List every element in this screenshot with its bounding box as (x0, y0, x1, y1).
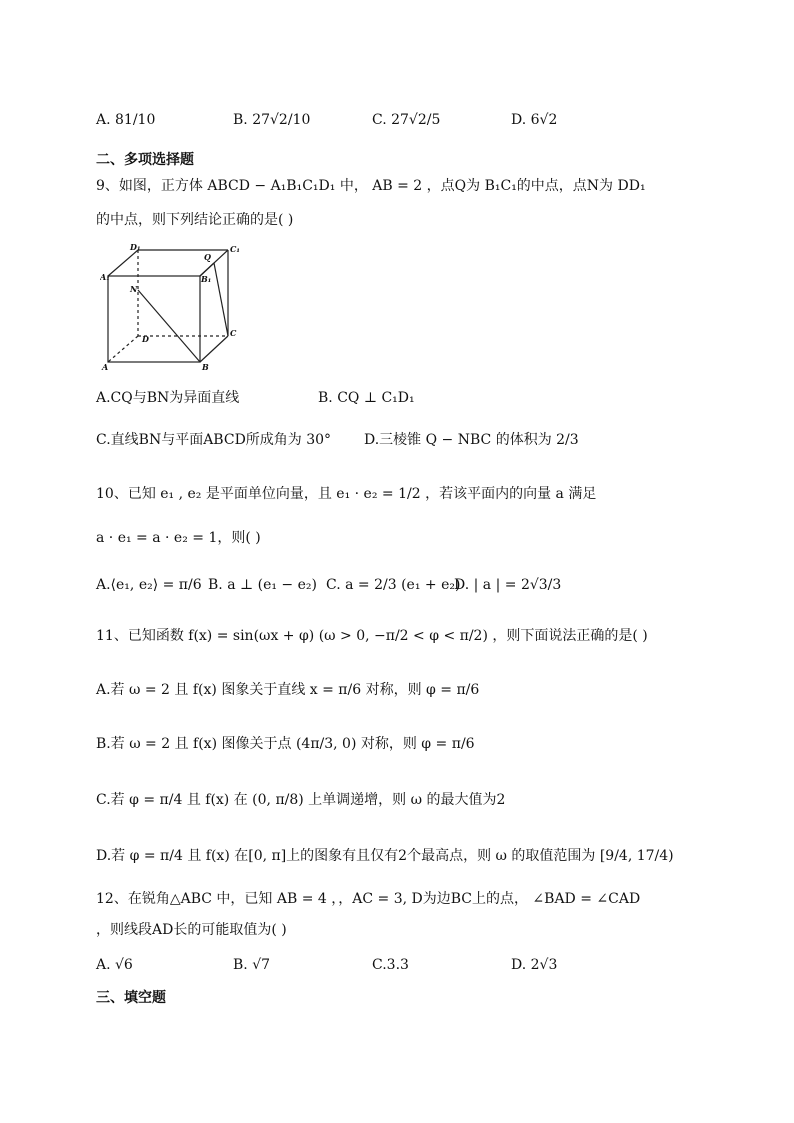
q10-option-d: D. | a | = 2√3/3 (454, 577, 562, 593)
q10-option-c: C. a = 2/3 (e₁ + e₂) (326, 577, 461, 593)
q9-option-a: A.CQ与BN为异面直线 (96, 390, 240, 406)
q8-option-b: B. 27√2/10 (233, 112, 311, 128)
q10-option-a: A.⟨e₁, e₂⟩ = π/6 (96, 577, 202, 593)
q11-option-b: B.若 ω = 2 且 f(x) 图像关于点 (4π/3, 0) 对称，则 φ = π/6 (96, 736, 475, 752)
label-a: A (102, 362, 109, 372)
q9-option-d: D.三棱锥 Q − NBC 的体积为 2/3 (364, 432, 579, 448)
label-c1: C₁ (230, 244, 240, 254)
q12-option-b: B. √7 (233, 957, 271, 973)
q9-option-b: B. CQ ⊥ C₁D₁ (318, 390, 415, 406)
q10-stem-line2: a · e₁ = a · e₂ = 1，则( ) (96, 530, 261, 546)
label-a1: A₁ (100, 272, 110, 282)
q8-option-c: C. 27√2/5 (372, 112, 441, 128)
q11-option-c: C.若 φ = π/4 且 f(x) 在 (0, π/8) 上单调递增，则 ω 的最大值为2 (96, 792, 506, 808)
q12-stem-line1: 12、在锐角△ABC 中，已知 AB = 4 ，，AC = 3, D为边BC上的点， ∠BAD = ∠CAD (96, 891, 641, 907)
cube-figure (100, 244, 245, 372)
q9-stem-line2: 的中点，则下列结论正确的是( ) (96, 212, 294, 228)
q10-option-b: B. a ⊥ (e₁ − e₂) (208, 577, 317, 593)
q12-option-d: D. 2√3 (511, 957, 558, 973)
label-q: Q (204, 252, 211, 262)
q8-option-a: A. 81/10 (96, 112, 156, 128)
q12-option-c: C.3.3 (372, 957, 409, 973)
section-title-multiple-choice: 二、多项选择题 (96, 152, 194, 168)
q9-stem-line1: 9、如图，正方体 ABCD − A₁B₁C₁D₁ 中， AB = 2 ，点Q为 B₁C₁的中点，点N为 DD₁ (96, 178, 646, 194)
label-d: D (142, 334, 149, 344)
section-title-fill-in: 三、填空题 (96, 990, 166, 1006)
q10-stem-line1: 10、已知 e₁ , e₂ 是平面单位向量，且 e₁ · e₂ = 1/2 ，若该平面内的向量 a 满足 (96, 486, 597, 502)
label-c: C (230, 328, 237, 338)
q11-stem: 11、已知函数 f(x) = sin(ωx + φ) (ω > 0, −π/2 < φ < π/2) ，则下面说法正确的是( ) (96, 628, 648, 644)
q12-option-a: A. √6 (96, 957, 133, 973)
q11-option-d: D.若 φ = π/4 且 f(x) 在[0, π]上的图象有且仅有2个最高点，则 ω 的取值范围为 [9/4, 17/4) (96, 848, 674, 864)
label-d1: D₁ (130, 244, 141, 252)
q12-stem-line2: ，则线段AD长的可能取值为( ) (96, 922, 287, 938)
label-b: B (202, 362, 209, 372)
q11-option-a: A.若 ω = 2 且 f(x) 图象关于直线 x = π/6 对称，则 φ = π/6 (96, 682, 480, 698)
q8-option-d: D. 6√2 (511, 112, 558, 128)
q9-option-c: C.直线BN与平面ABCD所成角为 30° (96, 432, 332, 448)
label-b1: B₁ (201, 274, 212, 284)
label-n: N (130, 284, 138, 294)
